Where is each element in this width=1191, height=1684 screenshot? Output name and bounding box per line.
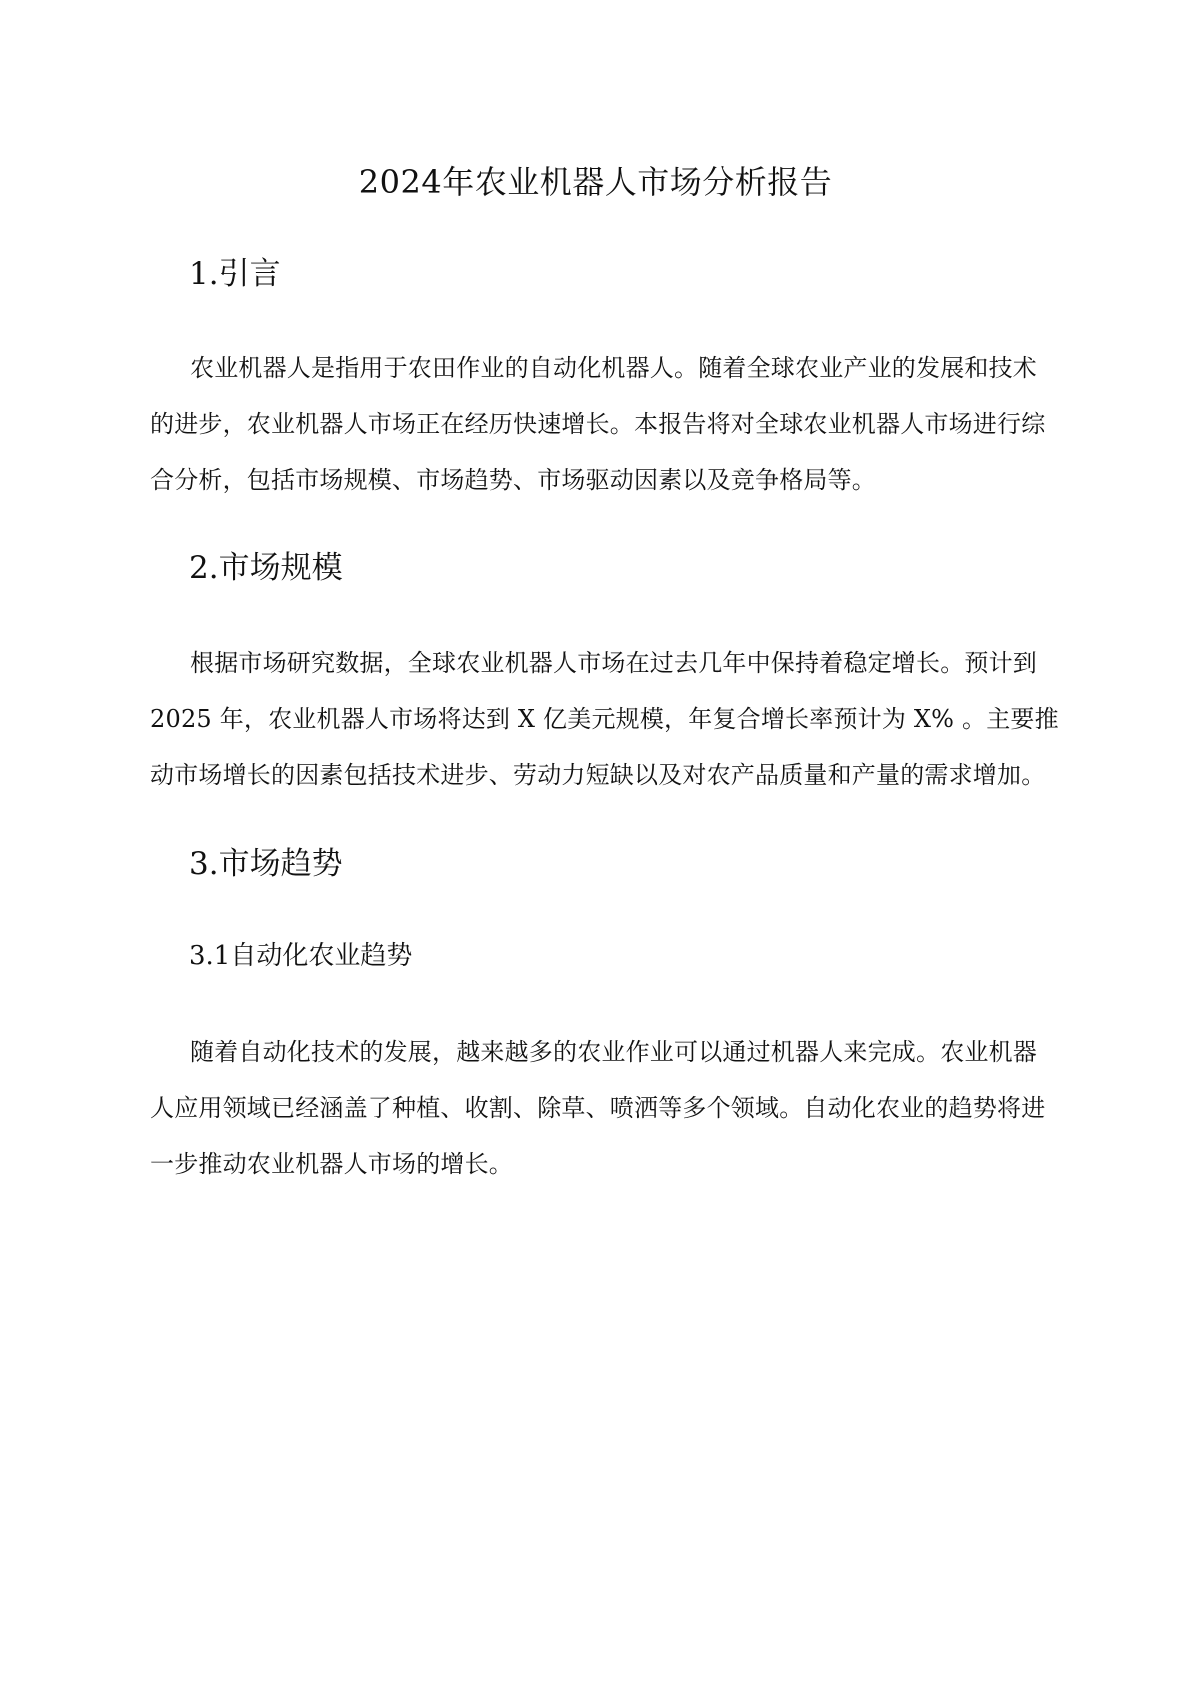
paragraph-line: 随着自动化技术的发展，越来越多的农业作业可以通过机器人来完成。农业机器 bbox=[190, 1038, 1037, 1066]
paragraph-line: 人应用领域已经涵盖了种植、收割、除草、喷洒等多个领域。自动化农业的趋势将进 bbox=[150, 1094, 1046, 1122]
document-title: 2024年农业机器人市场分析报告 bbox=[358, 163, 833, 201]
subsection-paragraph-automation-trend bbox=[150, 1024, 1050, 1192]
paragraph-line: 动市场增长的因素包括技术进步、劳动力短缺以及对农产品质量和产量的需求增加。 bbox=[150, 761, 1046, 789]
paragraph-line: 一步推动农业机器人市场的增长。 bbox=[150, 1150, 513, 1178]
paragraph-line: 合分析，包括市场规模、市场趋势、市场驱动因素以及竞争格局等。 bbox=[150, 466, 876, 494]
section-paragraph-introduction bbox=[150, 340, 1050, 508]
section-heading-market-trends: 3.市场趋势 bbox=[189, 846, 343, 882]
paragraph-line: 2025 年，农业机器人市场将达到 X 亿美元规模，年复合增长率预计为 X% 。主要推 bbox=[150, 705, 1059, 733]
paragraph-line: 的进步，农业机器人市场正在经历快速增长。本报告将对全球农业机器人市场进行综 bbox=[150, 410, 1046, 438]
paragraph-line: 农业机器人是指用于农田作业的自动化机器人。随着全球农业产业的发展和技术 bbox=[190, 354, 1037, 382]
paragraph-line: 根据市场研究数据，全球农业机器人市场在过去几年中保持着稳定增长。预计到 bbox=[190, 649, 1037, 677]
section-paragraph-market-size bbox=[150, 635, 1059, 803]
section-heading-market-size: 2.市场规模 bbox=[189, 550, 343, 586]
subsection-heading-automation-trend: 3.1自动化农业趋势 bbox=[189, 941, 413, 971]
section-heading-introduction: 1.引言 bbox=[189, 256, 281, 292]
